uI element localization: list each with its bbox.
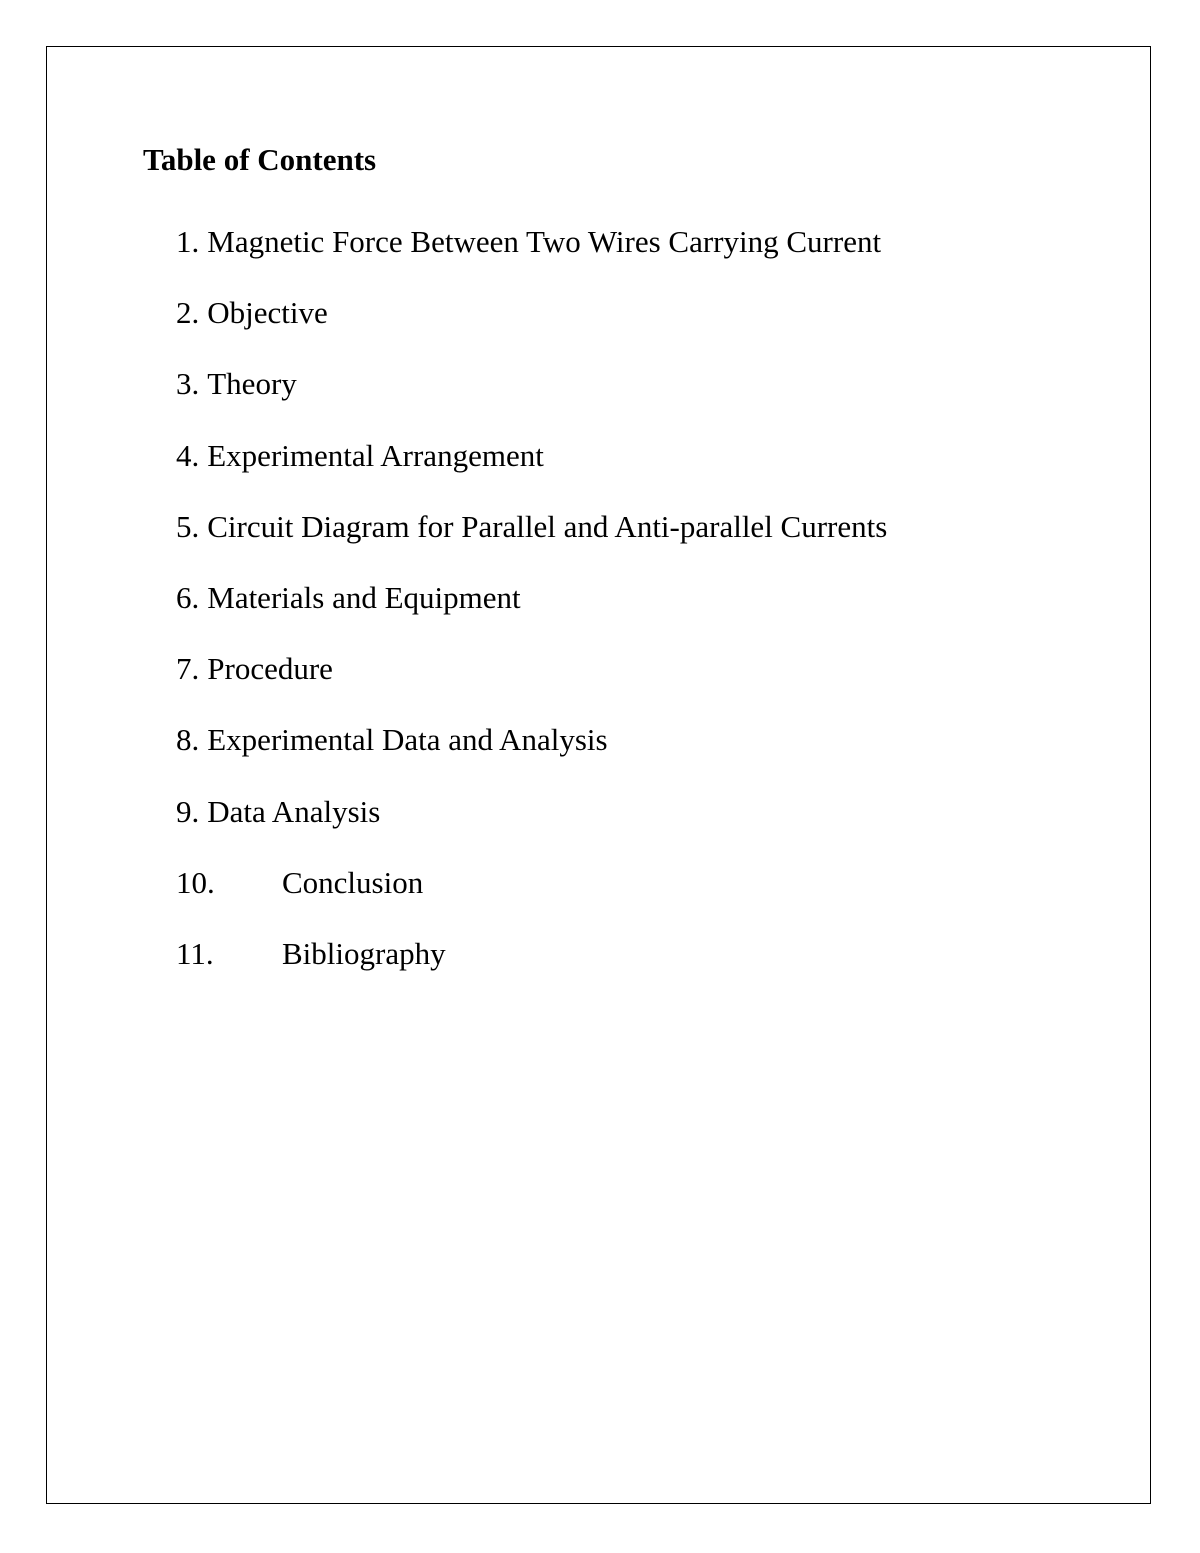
toc-item-label: Theory [207,366,297,402]
toc-item-number: 5. [176,508,200,544]
toc-item-label: Experimental Arrangement [207,437,544,473]
toc-item-label: Circuit Diagram for Parallel and Anti-parallel Currents [207,508,888,544]
toc-item [176,863,887,934]
toc-item [176,792,887,863]
toc-item [176,649,887,720]
toc-item [176,293,887,364]
toc-item [176,934,887,1005]
toc-item-number: 4. [176,437,200,473]
toc-item [176,222,887,293]
toc-item-number: 9. [176,793,200,829]
toc-item-number: 7. [176,651,200,687]
toc-item [176,507,887,578]
toc-item-number: 6. [176,579,200,615]
toc-item [176,578,887,649]
toc-item [176,436,887,507]
toc-item-label: Procedure [207,651,333,687]
toc-item-label: Materials and Equipment [207,579,521,615]
toc-item-number: 10. [176,864,215,900]
toc-item-label: Experimental Data and Analysis [207,722,608,758]
toc-item-label: Magnetic Force Between Two Wires Carrying Current [207,224,882,259]
toc-item-label: Conclusion [282,864,424,900]
toc-list [176,222,887,1005]
toc-item-number: 3. [176,366,200,402]
toc-title: Table of Contents [143,142,377,177]
toc-item [176,364,887,435]
toc-item-label: Objective [207,295,328,331]
toc-item-label: Bibliography [282,935,446,971]
toc-item-label: Data Analysis [207,793,381,829]
toc-item-number: 8. [176,722,200,758]
toc-item-number: 11. [176,935,214,971]
toc-item-number: 2. [176,295,200,331]
toc-item [176,720,887,791]
toc-item-number: 1. [176,224,200,259]
